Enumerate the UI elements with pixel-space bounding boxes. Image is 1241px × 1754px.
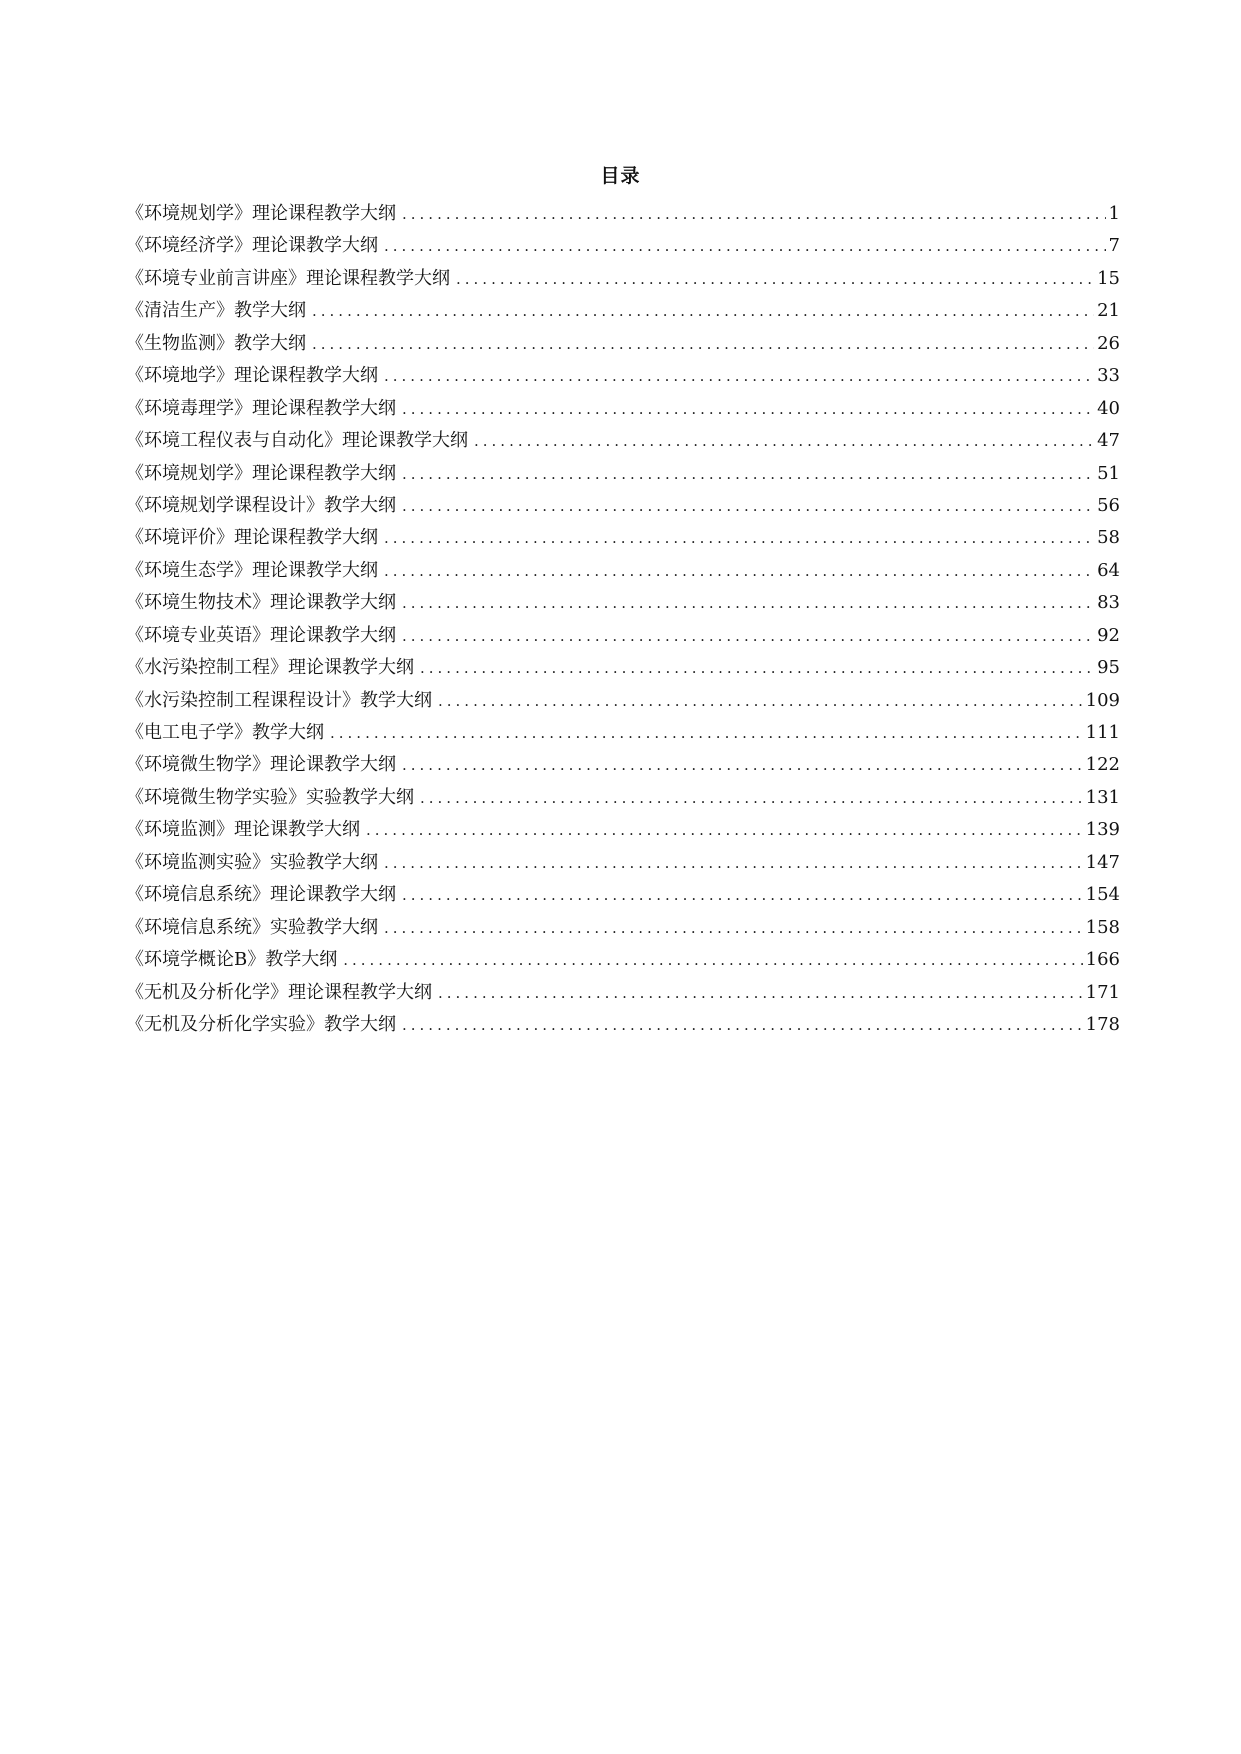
toc-page-number: 56 [1097,494,1120,516]
toc-dot-leader [384,555,1094,587]
toc-dot-leader [384,230,1106,262]
toc-dot-leader [456,263,1094,295]
toc-entry-title: 《水污染控制工程》理论课教学大纲 [126,657,414,679]
toc-entry-title: 《环境监测实验》实验教学大纲 [126,851,378,873]
toc-entry[interactable] [126,198,1120,230]
toc-entry-title: 《环境毒理学》理论课程教学大纲 [126,397,396,419]
toc-entry-title: 《环境监测》理论课教学大纲 [126,819,360,841]
toc-dot-leader [420,652,1094,684]
toc-entry[interactable] [126,847,1120,879]
toc-dot-leader [384,912,1083,944]
toc-entry-title: 《环境信息系统》理论课教学大纲 [126,884,396,906]
toc-page-number: 166 [1085,949,1120,971]
toc-page-number: 154 [1085,884,1120,906]
toc-page-number: 64 [1097,559,1120,581]
toc-page-number: 95 [1097,657,1120,679]
toc-page-number: 21 [1097,300,1120,322]
toc-page-number: 139 [1085,819,1120,841]
toc-dot-leader [366,814,1083,846]
toc-page-number: 83 [1097,592,1120,614]
toc-entry-title: 《水污染控制工程课程设计》教学大纲 [126,689,432,711]
toc-entry[interactable] [126,620,1120,652]
toc-entry[interactable] [126,393,1120,425]
toc-entry-title: 《环境评价》理论课程教学大纲 [126,527,378,549]
toc-dot-leader [402,198,1106,230]
toc-entry-title: 《环境工程仪表与自动化》理论课教学大纲 [126,430,468,452]
toc-page-number: 40 [1097,397,1120,419]
toc-page-number: 178 [1085,1013,1120,1035]
toc-dot-leader [402,879,1083,911]
toc-entry-title: 《环境学概论B》教学大纲 [126,949,338,971]
toc-entry[interactable] [126,490,1120,522]
toc-page-number: 58 [1097,527,1120,549]
toc-dot-leader [402,458,1094,490]
toc-entry[interactable] [126,944,1120,976]
toc-dot-leader [402,490,1094,522]
toc-entry[interactable] [126,263,1120,295]
toc-entry[interactable] [126,522,1120,554]
toc-dot-leader [402,620,1094,652]
toc-entry[interactable] [126,295,1120,327]
toc-entry-title: 《环境微生物学实验》实验教学大纲 [126,786,414,808]
toc-dot-leader [402,393,1094,425]
toc-entry-title: 《无机及分析化学》理论课程教学大纲 [126,981,432,1003]
toc-title: 目录 [600,165,641,187]
toc-dot-leader [384,522,1094,554]
toc-page-number: 158 [1085,916,1120,938]
toc-page-number: 111 [1085,722,1120,743]
toc-entry-title: 《环境生物技术》理论课教学大纲 [126,592,396,614]
toc-dot-leader [438,685,1083,717]
toc-dot-leader [420,782,1083,814]
toc-entry[interactable] [126,717,1120,749]
toc-page-number: 26 [1097,332,1120,354]
toc-entry[interactable] [126,360,1120,392]
toc-entry-title: 《环境信息系统》实验教学大纲 [126,916,378,938]
toc-entry[interactable] [126,230,1120,262]
toc-entry-title: 《无机及分析化学实验》教学大纲 [126,1013,396,1035]
toc-page-number: 15 [1097,267,1120,289]
toc-dot-leader [402,587,1094,619]
toc-entry-title: 《环境地学》理论课程教学大纲 [126,365,378,387]
toc-page-number: 7 [1108,235,1120,257]
toc-page-number: 33 [1097,365,1120,387]
toc-dot-leader [402,749,1083,781]
toc-entry[interactable] [126,912,1120,944]
toc-entry-title: 《环境专业英语》理论课教学大纲 [126,624,396,646]
toc-entry[interactable] [126,587,1120,619]
toc-entry-title: 《生物监测》教学大纲 [126,332,306,354]
toc-entry-title: 《电工电子学》教学大纲 [126,722,324,743]
toc-entry[interactable] [126,685,1120,717]
toc-page-number: 171 [1085,981,1120,1003]
toc-entry[interactable] [126,458,1120,490]
toc-dot-leader [438,977,1083,1009]
toc-entry[interactable] [126,749,1120,781]
toc-page-number: 147 [1085,851,1120,873]
toc-entry[interactable] [126,782,1120,814]
toc-dot-leader [402,1009,1083,1041]
toc-entry[interactable] [126,879,1120,911]
toc-entry-title: 《环境规划学课程设计》教学大纲 [126,494,396,516]
toc-entry-title: 《环境规划学》理论课程教学大纲 [126,462,396,484]
toc-dot-leader [312,295,1094,327]
toc-entry[interactable] [126,328,1120,360]
toc-page-number: 1 [1108,203,1120,224]
toc-dot-leader [343,944,1082,976]
toc-dot-leader [384,360,1094,392]
toc-entry-title: 《环境经济学》理论课教学大纲 [126,235,378,257]
toc-entry[interactable] [126,977,1120,1009]
toc-dot-leader [330,717,1083,749]
toc-entry-title: 《环境专业前言讲座》理论课程教学大纲 [126,267,450,289]
toc-entry[interactable] [126,814,1120,846]
toc-entry-title: 《清洁生产》教学大纲 [126,300,306,322]
toc-page-number: 109 [1085,689,1120,711]
toc-entry[interactable] [126,425,1120,457]
toc-entry[interactable] [126,1009,1120,1041]
toc-entry-title: 《环境微生物学》理论课教学大纲 [126,754,396,776]
toc-page-number: 51 [1097,462,1120,484]
toc-page-number: 122 [1085,754,1120,776]
toc-entry[interactable] [126,555,1120,587]
toc-list [126,198,1120,1041]
toc-dot-leader [474,425,1094,457]
toc-dot-leader [384,847,1083,879]
toc-entry-title: 《环境规划学》理论课程教学大纲 [126,203,396,224]
toc-page-number: 47 [1097,430,1120,452]
toc-entry[interactable] [126,652,1120,684]
toc-page-number: 92 [1097,624,1120,646]
toc-page-number: 131 [1085,786,1120,808]
toc-entry-title: 《环境生态学》理论课教学大纲 [126,559,378,581]
toc-dot-leader [312,328,1094,360]
